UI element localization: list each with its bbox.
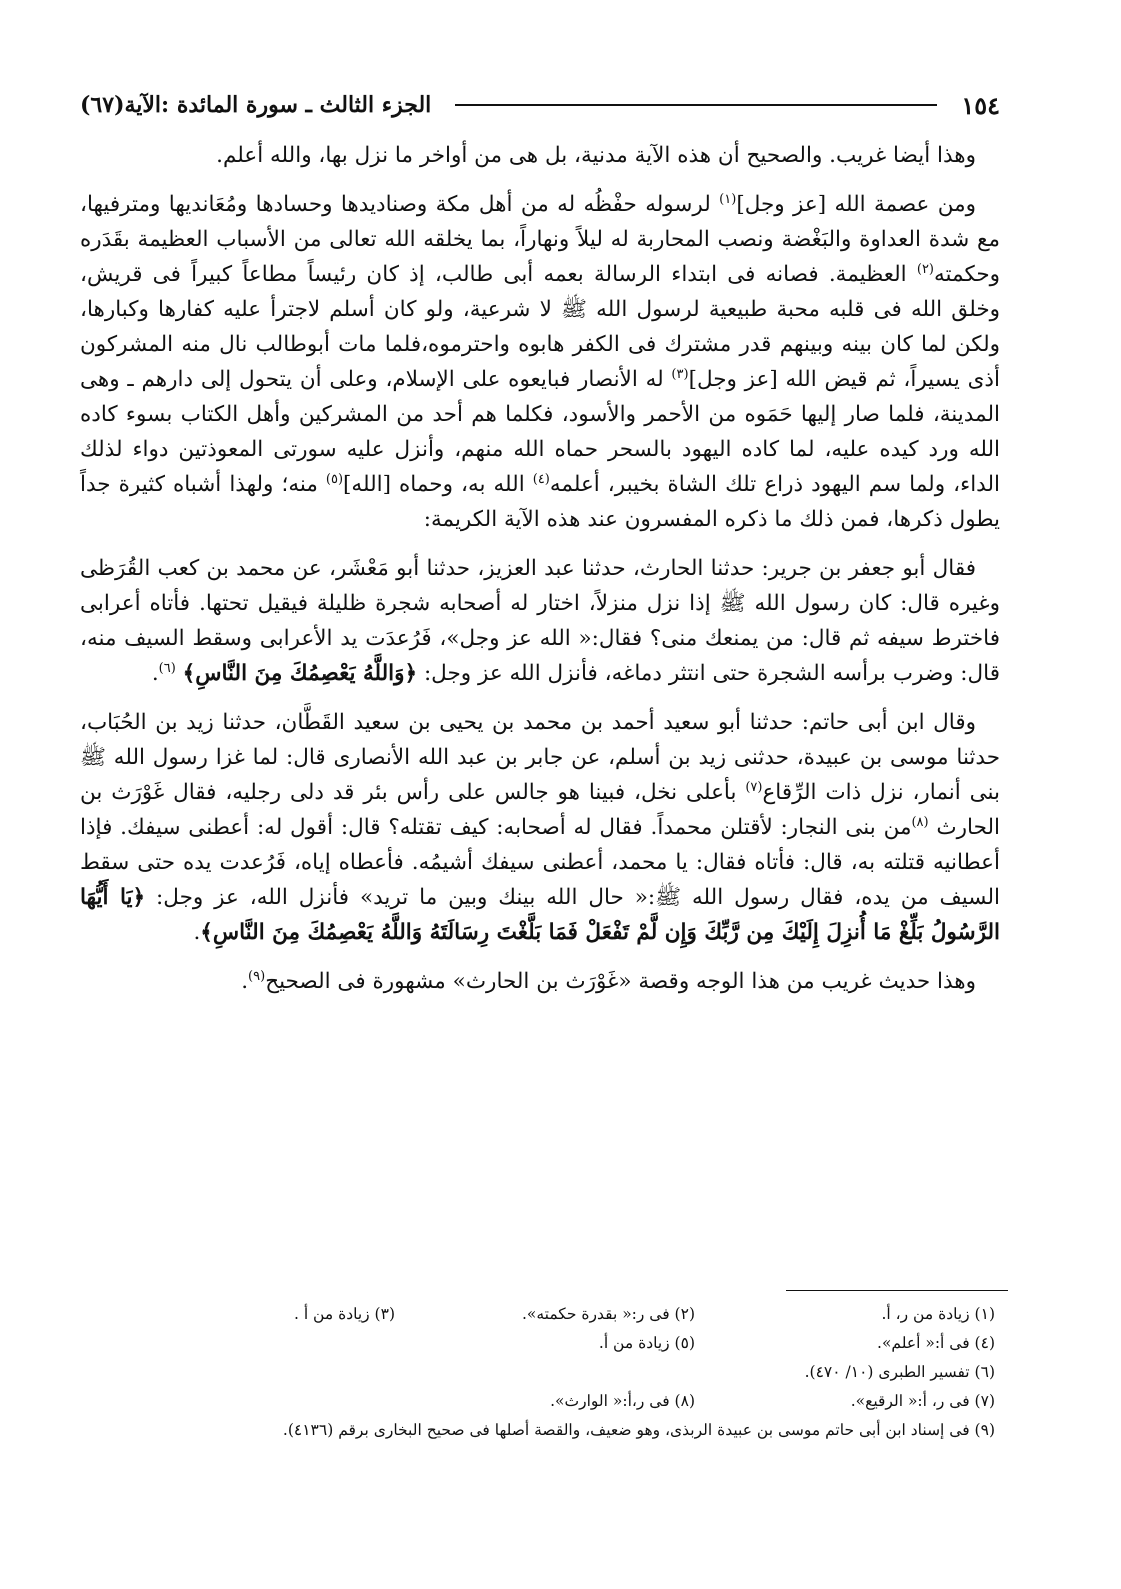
text-segment: وهذا أيضا غريب. والصحيح أن هذه الآية مدنية، بل هى من أواخر ما نزل بها، والله أعلم. (216, 143, 976, 168)
footnote: (٢) فى ر:« بقدرة حكمته». (521, 1305, 695, 1323)
quran-verse: ﴿يَا أَيُّهَا الرَّسُولُ بَلِّغْ مَا أُنزِلَ إِلَيْكَ مِن رَّبِّكَ وَإِن لَّمْ تَفْعَلْ فَمَا بَلَّغْتَ رِسَالَتَهُ وَاللَّهُ يَعْصِمُكَ مِنَ النَّاسِ﴾ (80, 885, 1000, 945)
footnote: (٩) فى إسناد ابن أبى حاتم موسى بن عبيدة الربذى، وهو ضعيف، والقصة أصلها فى صحيح البخارى برقم (٤١٣٦). (282, 1421, 995, 1439)
text-segment: . (193, 920, 201, 945)
footnote: (٨) فى ر،أ:« الوارث». (550, 1392, 695, 1410)
footnote-row (95, 1358, 995, 1387)
footnote-ref: (٥) (325, 471, 344, 487)
body-paragraph (80, 138, 1000, 173)
footnote-ref: (٣) (671, 366, 689, 382)
footnote: (٥) زيادة من أ. (598, 1334, 695, 1352)
footnote-ref: (١) (719, 191, 737, 207)
body-paragraph (80, 551, 1000, 691)
footnote: (٣) زيادة من أ . (293, 1305, 395, 1323)
footnote-ref: (٧) (745, 779, 763, 795)
running-title: الجزء الثالث ـ سورة المائدة :الآية(٦٧) (80, 92, 432, 118)
footnote-row (95, 1387, 995, 1416)
footnote-row (95, 1329, 995, 1358)
text-segment: . (241, 969, 249, 994)
text-segment (176, 661, 183, 686)
text-segment: وقال ابن أبى حاتم: حدثنا أبو سعيد أحمد بن محمد بن يحيى بن سعيد القَطَّان، حدثنا زيد بن الحُبَاب، حدثنا موسى بن عبيدة، حدثنى زيد بن أسلم، عن جابر بن عبد الله الأنصارى قال: لما غزا رسول الله ﷺ بنى أنمار، نزل ذات الرِّقاع (80, 710, 1000, 805)
page-header (80, 85, 1000, 125)
footnote: (٦) تفسير الطبرى (١٠/ ٤٧٠). (804, 1363, 995, 1381)
body-paragraph (80, 705, 1000, 950)
text-segment: له الأنصار فبايعوه على الإسلام، وعلى أن يتحول إلى دارهم ـ وهى المدينة، فلما صار إليها حَمَوه من الأحمر والأسود، فكلما هم أحد من المشركين وأهل الكتاب بسوء كاده الله ورد كيده عليه، لما كاده اليهود بالسحر حماه الله منهم، وأنزل عليه سورتى المعوذتين دواء لذلك الداء، ولما سم اليهود ذراع تلك الشاة بخيبر، أعلمه (80, 367, 1000, 497)
footnote: (٧) فى ر، أ:« الرقيع». (850, 1392, 995, 1410)
footnote-separator (786, 1290, 1008, 1291)
text-segment: منه؛ ولهذا أشباه كثيرة جداً يطول ذكرها، فمن ذلك ما ذكره المفسرون عند هذه الآية الكريمة: (80, 472, 1000, 532)
footnote-row (95, 1416, 995, 1445)
text-segment: فقال أبو جعفر بن جرير: حدثنا الحارث، حدثنا عبد العزيز، حدثنا أبو مَعْشَر، عن محمد بن كعب القُرَظى وغيره قال: كان رسول الله ﷺ إذا نزل منزلاً، اختار له أصحابه شجرة ظليلة فيقيل تحتها. فأتاه أعرابى فاخترط سيفه ثم قال: من يمنعك منى؟ فقال:« الله عز وجل»، فَرُعدَت يد الأعرابى وسقط السيف منه، قال: وضرب برأسه الشجرة حتى انتثر دماغه، فأنزل الله عز وجل: (80, 556, 1000, 686)
text-segment: من بنى النجار: لأقتلن محمداً. فقال له أصحابه: كيف تقتله؟ قال: أقول له: أعطنى سيفك. فإذا أعطانيه قتلته به، قال: فأتاه فقال: يا محمد، أعطنى سيفك أشيمُه. فأعطاه إياه، فَرُعدت يده حتى سقط السيف من يده، فقال رسول الله ﷺ:« حال الله بينك وبين ما تريد» فأنزل الله، عز وجل: (80, 815, 1000, 910)
text-segment: وهذا حديث غريب من هذا الوجه وقصة «غَوْرَث بن الحارث» مشهورة فى الصحيح (265, 969, 976, 994)
footnote-row (95, 1300, 995, 1329)
body-paragraph (80, 187, 1000, 537)
text-segment: لرسوله حفْظُه له من أهل مكة وصناديدها وحسادها ومُعَانديها ومترفيها، مع شدة العداوة والبَغْضة ونصب المحاربة له ليلاً ونهاراً، بما يخلقه الله تعالى من الأسباب العظيمة بقَدَره وحكمته (80, 192, 1000, 287)
footnote-ref: (٤) (532, 471, 550, 487)
footnote-ref: (٩) (248, 968, 266, 984)
text-segment: العظيمة. فصانه فى ابتداء الرسالة بعمه أبى طالب، إذ كان رئيساً مطاعاً كبيراً فى قريش، وخلق الله فى قلبه محبة طبيعية لرسول الله ﷺ لا شرعية، ولو كان أسلم لاجترأ عليه كفارها وكبارها، ولكن لما كان بينه وبينهم قدر مشترك فى الكفر هابوه واحترموه،فلما مات أبوطالب نال منه المشركون أذى يسيراً، ثم قيض الله [عز وجل] (80, 262, 1000, 392)
page-number: ١٥٤ (961, 90, 1000, 120)
footnotes (95, 1300, 995, 1445)
footnote: (١) زيادة من ر، أ. (881, 1305, 995, 1323)
footnote-ref: (٦) (158, 660, 176, 676)
footnote: (٤) فى أ:« أعلم». (877, 1334, 995, 1352)
text-segment: بأعلى نخل، فبينا هو جالس على رأس بئر قد دلى رجليه، فقال غَوْرَث بن الحارث (80, 780, 1000, 840)
footnote-ref: (٢) (916, 261, 934, 277)
quran-verse: ﴿وَاللَّهُ يَعْصِمُكَ مِنَ النَّاسِ﴾ (182, 661, 418, 686)
text-segment: الله به، وحماه [الله] (343, 472, 533, 497)
text-segment: . (151, 661, 159, 686)
text-segment: ومن عصمة الله [عز وجل] (736, 192, 977, 217)
footnote-ref: (٨) (911, 814, 929, 830)
body-text (80, 138, 1000, 1013)
body-paragraph (80, 964, 1000, 999)
header-rule (455, 104, 937, 106)
